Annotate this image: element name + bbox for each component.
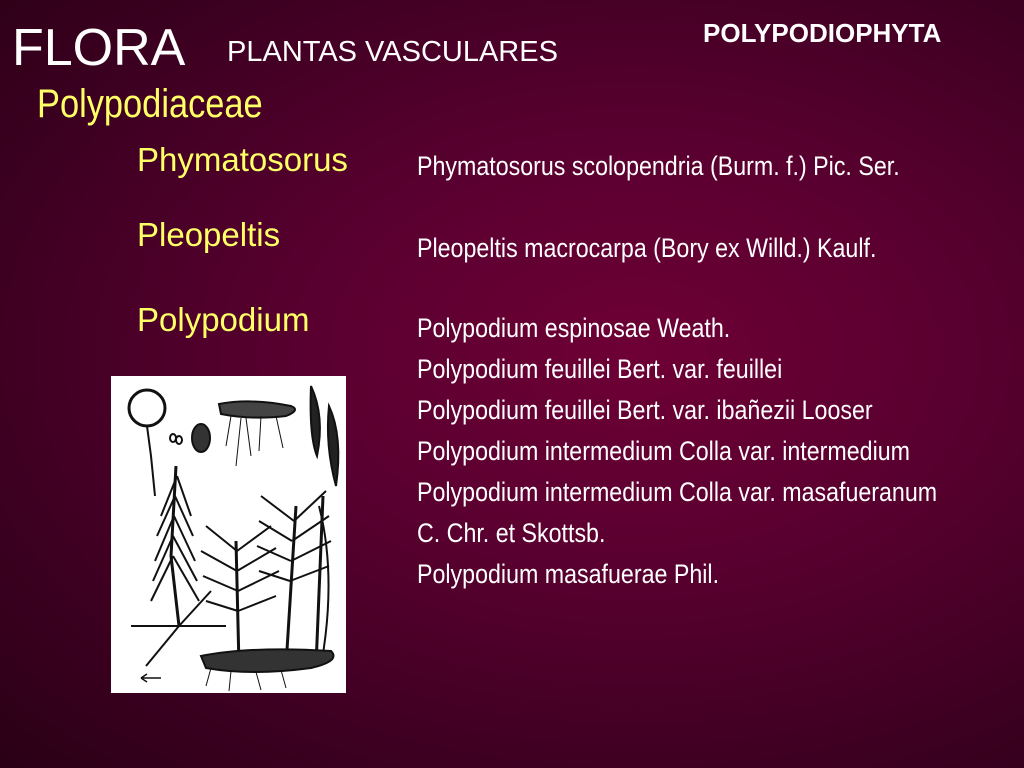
genus-pleopeltis: Pleopeltis	[137, 216, 281, 253]
species-item: Polypodium feuillei Bert. var. ibañezii Looser	[417, 395, 873, 425]
species-item: Polypodium intermedium Colla var. masafueranum	[417, 477, 938, 507]
fern-botanical-drawing-icon	[111, 376, 346, 693]
fern-illustration	[111, 376, 346, 693]
species-phymatosorus: Phymatosorus scolopendria (Burm. f.) Pic. Ser.	[417, 151, 900, 181]
slide-title: FLORA	[12, 19, 186, 77]
species-item: Polypodium espinosae Weath.	[417, 313, 731, 343]
division-label: POLYPODIOPHYTA	[703, 18, 942, 48]
slide-subtitle: PLANTAS VASCULARES	[227, 36, 558, 68]
species-item: Polypodium intermedium Colla var. intermedium	[417, 436, 910, 466]
species-pleopeltis: Pleopeltis macrocarpa (Bory ex Willd.) Kaulf.	[417, 233, 877, 263]
species-list-polypodium	[417, 308, 937, 595]
genus-polypodium: Polypodium	[137, 301, 310, 338]
species-item: C. Chr. et Skottsb.	[417, 518, 606, 548]
family-heading: Polypodiaceae	[37, 82, 263, 126]
genus-phymatosorus: Phymatosorus	[137, 141, 348, 178]
species-item: Polypodium feuillei Bert. var. feuillei	[417, 354, 783, 384]
species-item: Polypodium masafuerae Phil.	[417, 559, 720, 589]
